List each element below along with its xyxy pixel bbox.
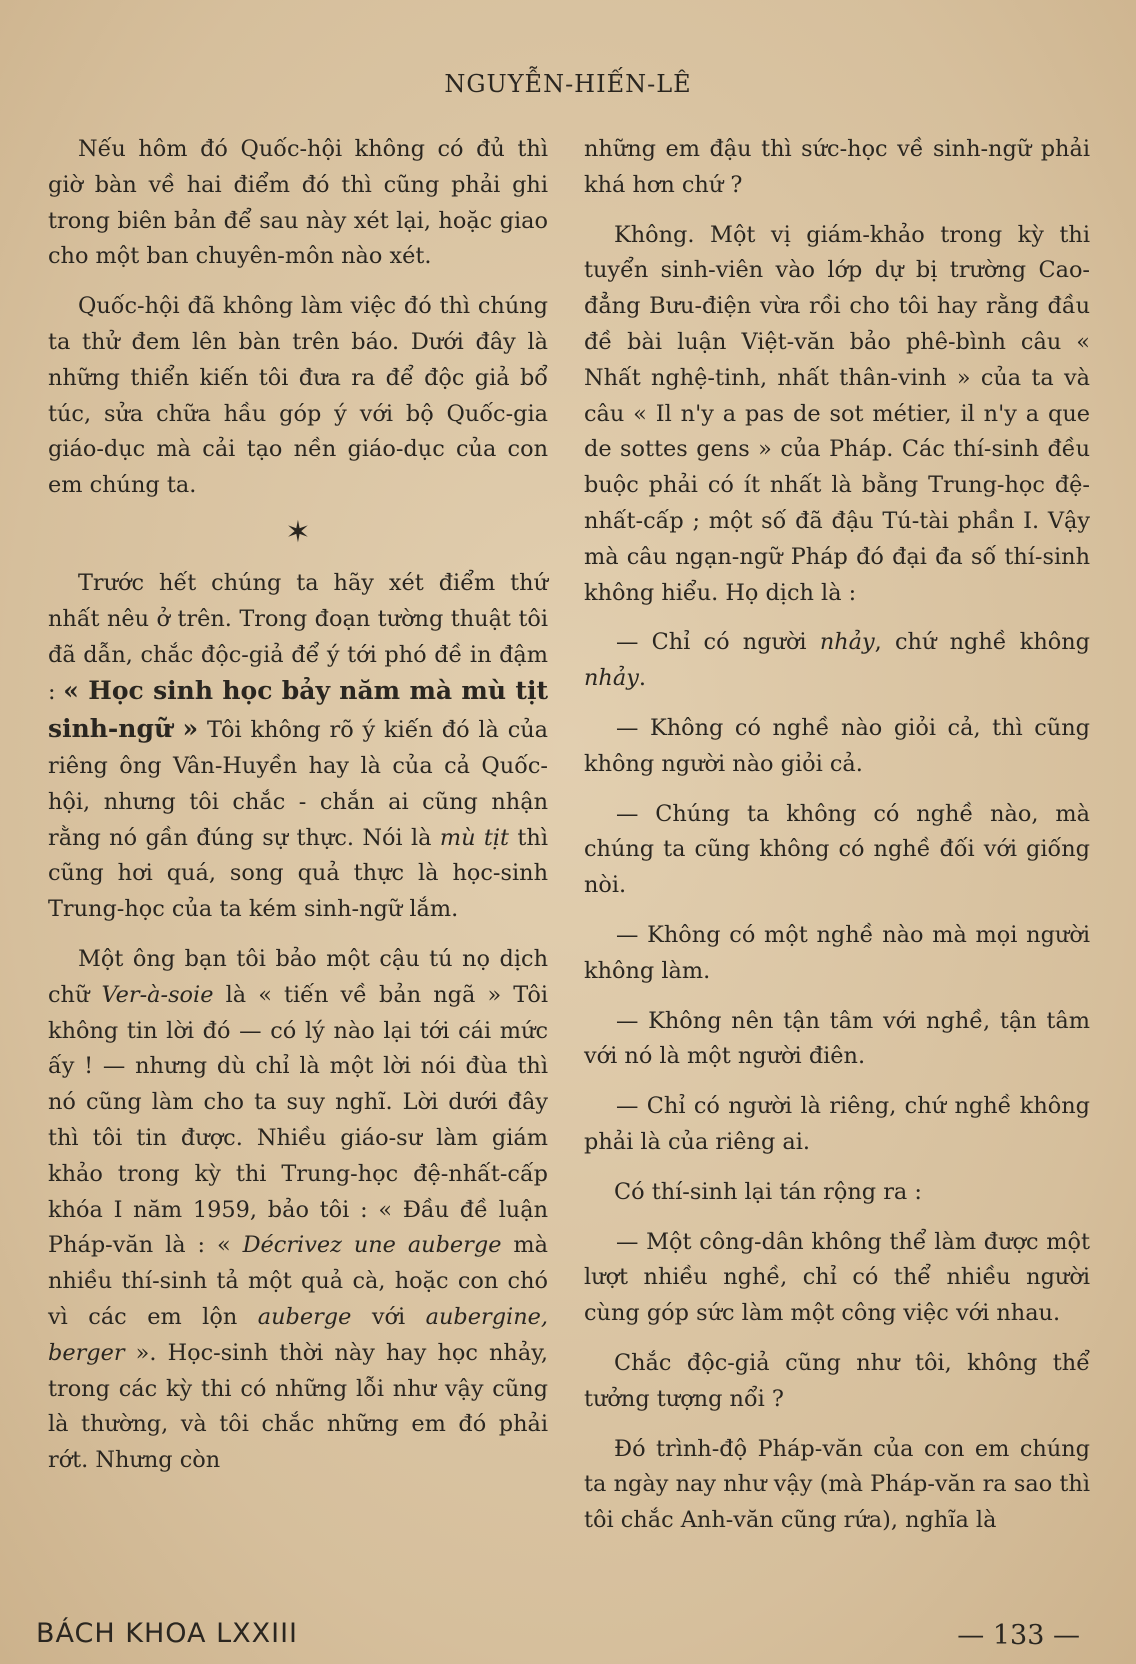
italic-term: Décrivez une auberge	[242, 1232, 502, 1259]
text-run: , chứ nghề không	[874, 629, 1090, 656]
text-run: Một ông bạn tôi bảo một cậu tú nọ dịch chữ	[48, 945, 548, 1008]
paragraph	[48, 942, 548, 1479]
left-column	[48, 132, 548, 1493]
paragraph: Không. Một vị giám-khảo trong kỳ thi tuyển sinh-viên vào lớp dự bị trường Cao-đẳng Bưu-điện vừa rồi cho tôi hay rằng đầu đề bài luận Việt-văn bảo phê-bình câu « Nhất nghệ-tinh, nhất thân-vinh » của ta và câu « Il n'y a pas de sot métier, il n'y a que de sottes gens » của Pháp. Các thí-sinh đều buộc phải có ít nhất là bằng Trung-học đệ-nhất-cấp ; một số đã đậu Tú-tài phần I. Vậy mà câu ngạn-ngữ Pháp đó đại đa số thí-sinh không hiểu. Họ dịch là :	[584, 221, 1090, 606]
text-run: — Chỉ có người	[616, 629, 820, 656]
italic-term: nhảy	[584, 665, 639, 692]
italic-term: Ver-à-soie	[101, 981, 214, 1008]
translation-line	[584, 625, 1090, 697]
translation-line: — Chúng ta không có nghề nào, mà chúng ta cũng không có nghề đối với giống nòi.	[584, 800, 1090, 899]
right-column	[584, 132, 1090, 1553]
italic-term: auberge	[257, 1303, 352, 1330]
italic-term: mù tịt	[439, 824, 510, 851]
translation-line: — Không có nghề nào giỏi cả, thì cũng không người nào giỏi cả.	[584, 714, 1090, 777]
page-number: — 133 —	[957, 1620, 1080, 1651]
translation-line: — Chỉ có người là riêng, chứ nghề không phải là của riêng ai.	[584, 1093, 1090, 1155]
paragraph: Có thí-sinh lại tán rộng ra :	[614, 1178, 922, 1205]
paragraph: Nếu hôm đó Quốc-hội không có đủ thì giờ bàn về hai điểm đó thì cũng phải ghi trong biên bản để sau này xét lại, hoặc giao cho một ban chuyên-môn nào xét.	[48, 136, 548, 270]
italic-term: nhảy	[819, 629, 875, 656]
section-separator: ✶	[285, 514, 311, 550]
paragraph: Đó trình-độ Pháp-văn của con em chúng ta ngày nay như vậy (mà Pháp-văn ra sao thì tôi chắc Anh-văn cũng rứa), nghĩa là	[584, 1435, 1090, 1534]
paragraph: Quốc-hội đã không làm việc đó thì chúng ta thử đem lên bàn trên báo. Dưới đây là những thiển kiến tôi đưa ra để độc giả bổ túc, sửa chữa hầu góp ý với bộ Quốc-gia giáo-dục mà cải tạo nền giáo-dục của con em chúng ta.	[48, 293, 548, 499]
paragraph: những em đậu thì sức-học về sinh-ngữ phải khá hơn chứ ?	[584, 136, 1090, 198]
text-run: thì cũng hơi quá, song quả thực là học-sinh Trung-học của ta kém sinh-ngữ lắm.	[48, 824, 548, 923]
text-run: Trước hết chúng ta hãy xét điểm thứ nhất nêu ở trên. Trong đoạn tường thuật tôi đã dẫn, chắc độc-giả để ý tới phó đề in đậm :	[48, 569, 548, 706]
bold-subtitle-quote: « Học sinh học bảy năm mà mù tịt sinh-ngữ »	[48, 676, 548, 744]
text-run: mà nhiều thí-sinh tả một quả cà, hoặc con chó vì các em lộn	[48, 1232, 548, 1330]
text-run: là « tiến về bản ngã » Tôi không tin lời đó — có lý nào lại tới cái mức ấy ! — nhưng dù chỉ là một lời nói đùa thì nó cũng làm cho ta suy nghĩ. Lời dưới đây thì tôi tin được. Nhiều giáo-sư làm giám khảo trong kỳ thi Trung-học đệ-nhất-cấp khóa I năm 1959, bảo tôi : « Đầu đề luận Pháp-văn là : «	[48, 981, 549, 1259]
text-run: .	[638, 665, 646, 692]
translation-line: — Không nên tận tâm với nghề, tận tâm với nó là một người điên.	[584, 1007, 1090, 1070]
publication-footer: BÁCH KHOA LXXIII	[36, 1618, 299, 1649]
text-run: Tôi không rõ ý kiến đó là của riêng ông Vân-Huyền hay là của cả Quốc-hội, nhưng tôi chắc - chắn ai cũng nhận rằng nó gần đúng sự thực. Nói là	[48, 717, 549, 851]
paragraph: Chắc độc-giả cũng như tôi, không thể tưởng tượng nổi ?	[584, 1349, 1090, 1412]
text-run: với	[351, 1303, 426, 1330]
translation-line: — Một công-dân không thể làm được một lượt nhiều nghề, chỉ có thể nhiều người cùng góp sức làm một công việc với nhau.	[584, 1228, 1090, 1327]
paragraph	[48, 566, 548, 928]
running-header: NGUYỄN-HIẾN-LÊ	[444, 70, 692, 98]
text-run: ». Học-sinh thời này hay học nhảy, trong các kỳ thi có những lỗi như vậy cũng là thường, và tôi chắc những em đó phải rớt. Nhưng còn	[48, 1339, 548, 1474]
translation-line: — Không có một nghề nào mà mọi người không làm.	[584, 921, 1090, 984]
italic-term: aubergine, berger	[48, 1303, 548, 1366]
